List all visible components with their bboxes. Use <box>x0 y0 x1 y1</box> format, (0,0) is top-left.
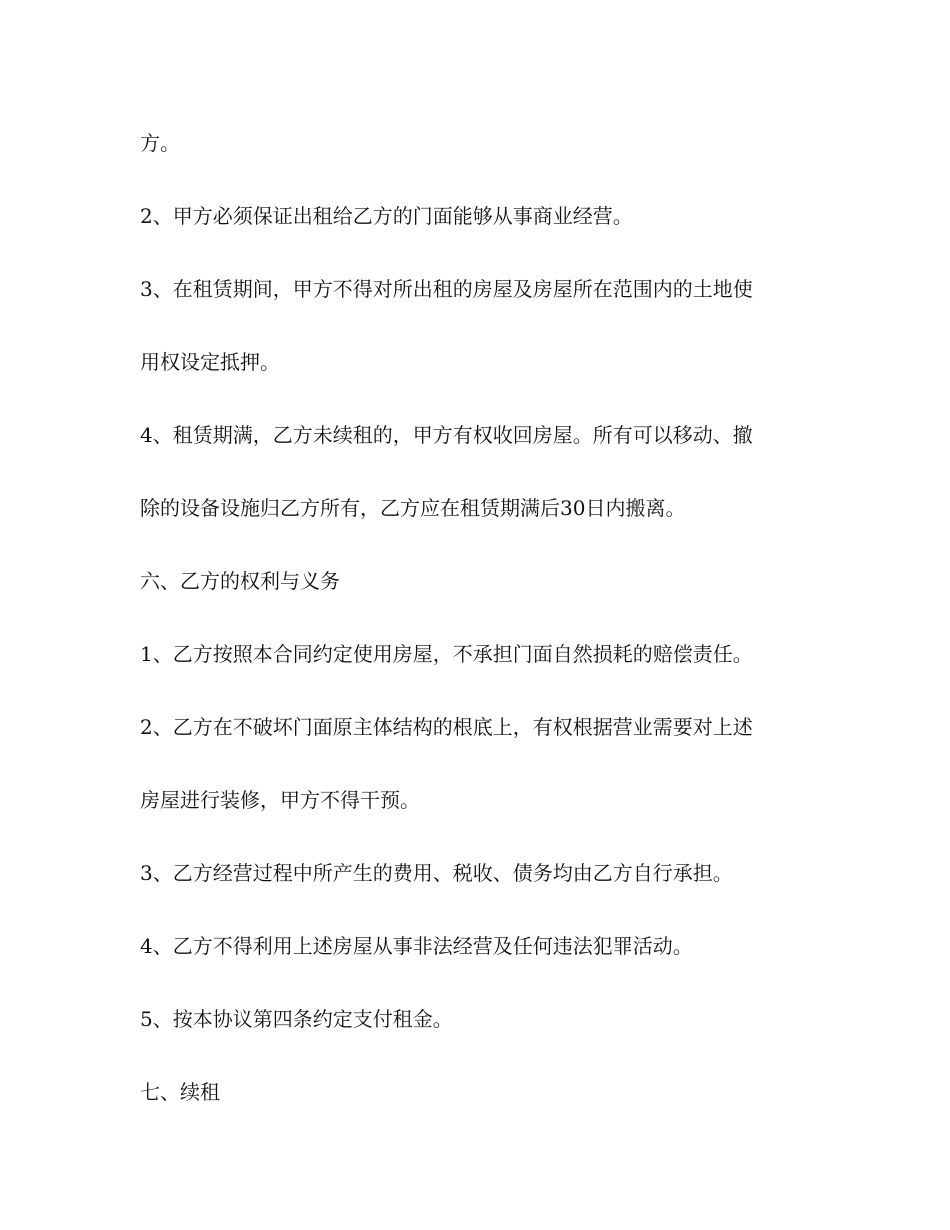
text-line-continuation: 方。 <box>140 131 180 155</box>
text-line-clause-6-4: 4、乙方不得利用上述房屋从事非法经营及任何违法犯罪活动。 <box>140 934 693 958</box>
text-line-clause-5-3-cont: 用权设定抵押。 <box>140 350 280 374</box>
text-line-clause-5-3: 3、在租赁期间，甲方不得对所出租的房屋及房屋所在范围内的土地使 <box>140 277 753 301</box>
text-line-clause-6-3: 3、乙方经营过程中所产生的费用、税收、债务均由乙方自行承担。 <box>140 861 733 885</box>
text-line-clause-5-4-cont: 除的设备设施归乙方所有，乙方应在租赁期满后30日内搬离。 <box>140 496 686 520</box>
text-line-clause-6-2-cont: 房屋进行装修，甲方不得干预。 <box>140 788 420 812</box>
section-heading-6: 六、乙方的权利与义务 <box>140 569 340 593</box>
text-line-clause-6-2: 2、乙方在不破坏门面原主体结构的根底上，有权根据营业需要对上述 <box>140 715 753 739</box>
text-line-clause-5-4: 4、租赁期满，乙方未续租的，甲方有权收回房屋。所有可以移动、撤 <box>140 423 753 447</box>
text-line-clause-5-2: 2、甲方必须保证出租给乙方的门面能够从事商业经营。 <box>140 204 633 228</box>
text-line-clause-6-5: 5、按本协议第四条约定支付租金。 <box>140 1007 453 1031</box>
text-line-clause-6-1: 1、乙方按照本合同约定使用房屋，不承担门面自然损耗的赔偿责任。 <box>140 642 753 666</box>
section-heading-7: 七、续租 <box>140 1080 220 1104</box>
